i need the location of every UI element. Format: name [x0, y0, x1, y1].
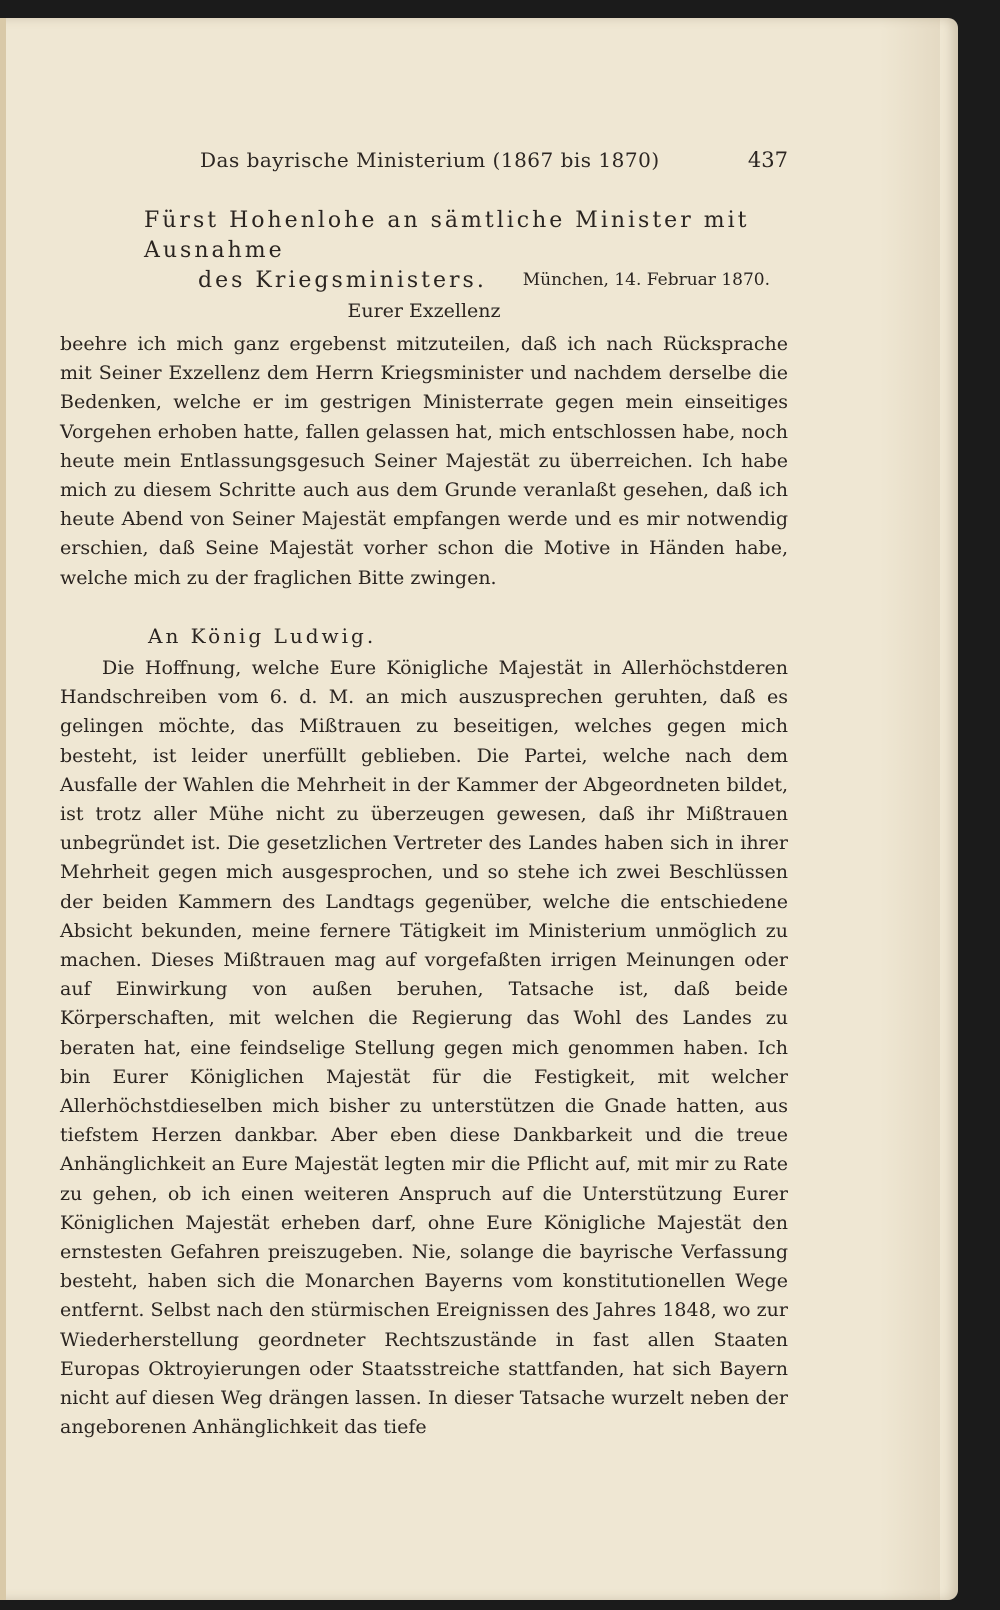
- page-number: 437: [747, 148, 788, 172]
- book-page: [0, 18, 958, 1600]
- running-title: Das bayrische Ministerium (1867 bis 1870): [200, 148, 660, 172]
- letter2-heading: An König Ludwig.: [148, 624, 377, 648]
- page-shading: [880, 18, 940, 1600]
- letter1-heading-line1: Fürst Hohenlohe an sämtliche Minister mit Ausnahme: [144, 208, 750, 263]
- page-edge: [0, 18, 6, 1600]
- letter2-body: Die Hoffnung, welche Eure Königliche Majestät in Allerhöchstderen Handschreiben vom 6. d. M. an mich auszusprechen geruhten, daß es gelingen möchte, das Mißtrauen zu beseitigen, welches gegen mich besteht, ist leider unerfüllt geblieben. Die Partei, welche nach dem Ausfalle der Wahlen die Mehrheit in der Kammer der Abgeordneten bildet, ist trotz aller Mühe nicht zu überzeugen gewesen, daß ihr Mißtrauen unbegründet ist. Die gesetzlichen Vertreter des Landes haben sich in ihrer Mehrheit gegen mich ausgesprochen, und so stehe ich zwei Beschlüssen der beiden Kammern des Landtags gegenüber, welche die entschiedene Absicht bekunden, meine fernere Tätigkeit im Ministerium unmöglich zu machen. Dieses Mißtrauen mag auf vorgefaßten irrigen Meinungen oder auf Einwirkung von außen beruhen, Tatsache ist, daß beide Körperschaften, mit welchen die Regierung das Wohl des Landes zu beraten hat, eine feindselige Stellung gegen mich genommen haben. Ich bin Eurer Königlichen Majestät für die Festigkeit, mit welcher Allerhöchstdieselben mich bisher zu unterstützen die Gnade hatten, aus tiefstem Herzen dankbar. Aber eben diese Dankbarkeit und die treue Anhänglichkeit an Eure Majestät legten mir die Pflicht auf, mit mir zu Rate zu gehen, ob ich einen weiteren Anspruch auf die Unterstützung Eurer Königlichen Majestät erheben darf, ohne Eure Königliche Majestät den ernstesten Gefahren preiszugeben. Nie, solange die bayrische Verfassung besteht, haben sich die Monarchen Bayerns vom konstitutionellen Wege entfernt. Selbst nach den stürmischen Ereignissen des Jahres 1848, wo zur Wiederherstellung geordneter Rechtszustände in fast allen Staaten Europas Oktroyierungen oder Staatsstreiche stattfanden, hat sich Bayern nicht auf diesen Weg drängen lassen. In dieser Tatsache wurzelt neben der angeborenen Anhänglichkeit das tiefe: [60, 657, 788, 1439]
- letter1-body: beehre ich mich ganz ergebenst mitzuteilen, daß ich nach Rücksprache mit Seiner Exzellenz dem Herrn Kriegsminister und nachdem derselbe die Bedenken, welche er im gestrigen Ministerrate gegen mein einseitiges Vorgehen erhoben hatte, fallen gelassen hat, mich entschlossen habe, noch heute mein Entlassungsgesuch Seiner Majestät zu überreichen. Ich habe mich zu diesem Schritte auch aus dem Grunde veranlaßt gesehen, daß ich heute Abend von Seiner Majestät empfangen werde und es mir notwendig erschien, daß Seine Majestät vorher schon die Motive in Händen habe, welche mich zu der fraglichen Bitte zwingen.: [60, 333, 788, 589]
- letter1-heading-line2: des Kriegsministers.: [198, 268, 487, 293]
- running-header: [200, 148, 788, 176]
- letter1-date: München, 14. Februar 1870.: [522, 270, 770, 290]
- letter1-salutation: Eurer Exzellenz: [347, 300, 501, 322]
